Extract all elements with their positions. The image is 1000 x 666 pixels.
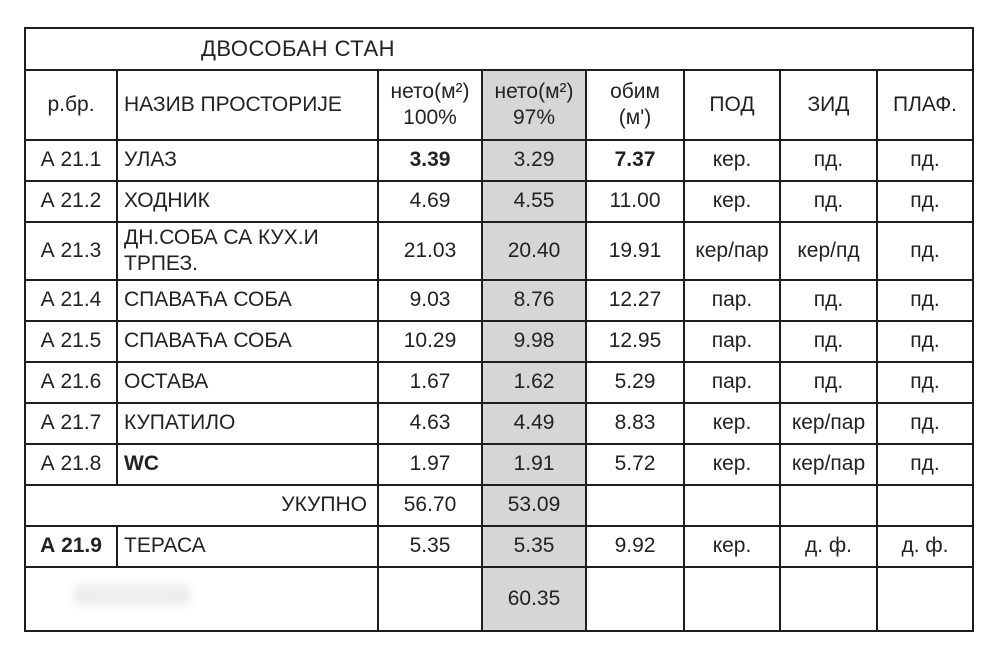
total-net-100: 56.70	[378, 485, 482, 526]
cell-floor: кер.	[684, 526, 780, 567]
header-net-97: нето(м²) 97%	[482, 70, 586, 140]
table-row	[25, 280, 973, 321]
header-ceiling: ПЛАФ.	[877, 70, 973, 140]
cell-wall: кер/пар	[780, 444, 877, 485]
cell-perimeter: 5.72	[586, 444, 684, 485]
cell-ceiling: пд.	[877, 140, 973, 181]
cell-net-97: 1.62	[482, 362, 586, 403]
empty-cell	[684, 567, 780, 631]
empty-cell	[378, 567, 482, 631]
empty-cell	[780, 567, 877, 631]
cell-floor: кер.	[684, 403, 780, 444]
cell-perimeter: 11.00	[586, 181, 684, 222]
empty-cell	[684, 485, 780, 526]
table-row	[25, 403, 973, 444]
empty-cell	[780, 485, 877, 526]
cell-perimeter: 19.91	[586, 222, 684, 280]
cell-net-97: 8.76	[482, 280, 586, 321]
cell-rbr: А 21.1	[25, 140, 117, 181]
cell-net-100: 4.63	[378, 403, 482, 444]
cell-perimeter: 5.29	[586, 362, 684, 403]
cell-ceiling: пд.	[877, 444, 973, 485]
total-net-97: 53.09	[482, 485, 586, 526]
table-row	[25, 140, 973, 181]
cell-ceiling: пд.	[877, 280, 973, 321]
cell-room-name: ДН.СОБА СА КУХ.И ТРПЕЗ.	[117, 222, 378, 280]
table-row	[25, 362, 973, 403]
cell-net-97: 3.29	[482, 140, 586, 181]
total-row	[25, 485, 973, 526]
cell-rbr: А 21.9	[25, 526, 117, 567]
cell-room-name: СПАВАЋА СОБА	[117, 280, 378, 321]
cell-net-100: 1.67	[378, 362, 482, 403]
cell-floor: кер.	[684, 444, 780, 485]
cell-net-100: 3.39	[378, 140, 482, 181]
cell-room-name: СПАВАЋА СОБА	[117, 321, 378, 362]
table-row	[25, 222, 973, 280]
cell-wall: кер/пар	[780, 403, 877, 444]
cell-net-100: 10.29	[378, 321, 482, 362]
room-schedule-table	[24, 27, 974, 632]
cell-wall: пд.	[780, 362, 877, 403]
cell-net-100: 1.97	[378, 444, 482, 485]
blurred-text	[72, 584, 192, 606]
cell-rbr: А 21.6	[25, 362, 117, 403]
cell-ceiling: пд.	[877, 222, 973, 280]
cell-perimeter: 8.83	[586, 403, 684, 444]
cell-net-97: 1.91	[482, 444, 586, 485]
cell-wall: кер/пд	[780, 222, 877, 280]
header-rbr: р.бр.	[25, 70, 117, 140]
table-title: ДВОСОБАН СТАН	[25, 28, 973, 70]
cell-floor: кер/пар	[684, 222, 780, 280]
cell-ceiling: пд.	[877, 181, 973, 222]
cell-ceiling: пд.	[877, 403, 973, 444]
cell-rbr: А 21.3	[25, 222, 117, 280]
cell-rbr: А 21.5	[25, 321, 117, 362]
cell-wall: пд.	[780, 280, 877, 321]
cell-wall: пд.	[780, 181, 877, 222]
table-row	[25, 444, 973, 485]
terrace-row	[25, 526, 973, 567]
cell-perimeter: 9.92	[586, 526, 684, 567]
apartment-area-sheet	[24, 27, 972, 632]
header-floor: ПОД	[684, 70, 780, 140]
cell-room-name: ОСТАВА	[117, 362, 378, 403]
cell-floor: пар.	[684, 321, 780, 362]
cell-net-100: 21.03	[378, 222, 482, 280]
cell-rbr: А 21.8	[25, 444, 117, 485]
cell-floor: кер.	[684, 140, 780, 181]
cell-wall: пд.	[780, 140, 877, 181]
header-room-name: НАЗИВ ПРОСТОРИЈЕ	[117, 70, 378, 140]
redacted-label	[25, 567, 378, 631]
grand-total-net-97: 60.35	[482, 567, 586, 631]
cell-perimeter: 12.27	[586, 280, 684, 321]
cell-net-97: 4.49	[482, 403, 586, 444]
table-row	[25, 181, 973, 222]
header-row	[25, 70, 973, 140]
cell-net-100: 9.03	[378, 280, 482, 321]
empty-cell	[586, 485, 684, 526]
cell-ceiling: д. ф.	[877, 526, 973, 567]
cell-ceiling: пд.	[877, 321, 973, 362]
cell-floor: кер.	[684, 181, 780, 222]
header-net-100: нето(м²) 100%	[378, 70, 482, 140]
cell-perimeter: 12.95	[586, 321, 684, 362]
cell-room-name: КУПАТИЛО	[117, 403, 378, 444]
empty-cell	[586, 567, 684, 631]
cell-room-name: УЛАЗ	[117, 140, 378, 181]
cell-floor: пар.	[684, 362, 780, 403]
cell-net-97: 5.35	[482, 526, 586, 567]
total-label: УКУПНО	[25, 485, 378, 526]
empty-cell	[877, 485, 973, 526]
cell-room-name: WC	[117, 444, 378, 485]
cell-net-97: 20.40	[482, 222, 586, 280]
cell-net-100: 4.69	[378, 181, 482, 222]
grand-total-row	[25, 567, 973, 631]
cell-room-name: ТЕРАСА	[117, 526, 378, 567]
cell-net-97: 4.55	[482, 181, 586, 222]
header-perimeter: обим (м')	[586, 70, 684, 140]
cell-rbr: А 21.4	[25, 280, 117, 321]
empty-cell	[877, 567, 973, 631]
cell-wall: пд.	[780, 321, 877, 362]
header-wall: ЗИД	[780, 70, 877, 140]
cell-room-name: ХОДНИК	[117, 181, 378, 222]
cell-net-100: 5.35	[378, 526, 482, 567]
cell-rbr: А 21.2	[25, 181, 117, 222]
cell-floor: пар.	[684, 280, 780, 321]
cell-rbr: А 21.7	[25, 403, 117, 444]
cell-wall: д. ф.	[780, 526, 877, 567]
cell-net-97: 9.98	[482, 321, 586, 362]
cell-ceiling: пд.	[877, 362, 973, 403]
table-row	[25, 321, 973, 362]
cell-perimeter: 7.37	[586, 140, 684, 181]
